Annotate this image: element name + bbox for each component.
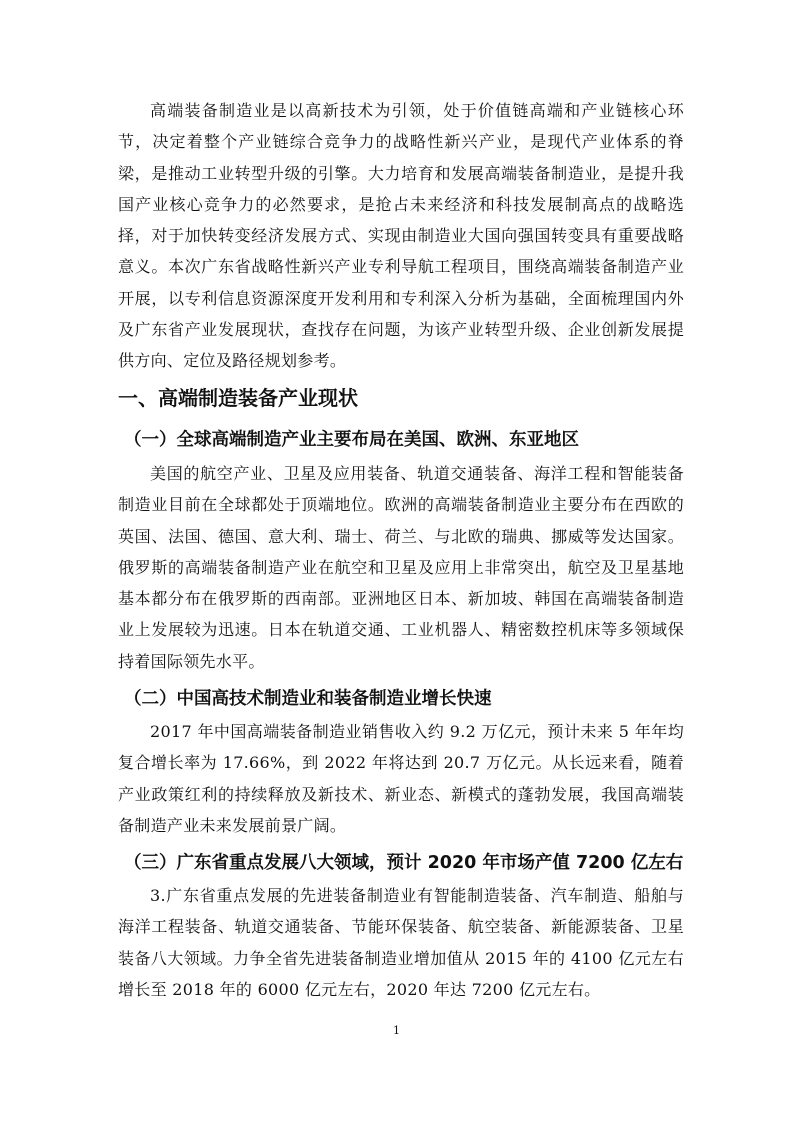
subsection-1-paragraph: 美国的航空产业、卫星及应用装备、轨道交通装备、海洋工程和智能装备制造业目前在全球都处于顶端地位。欧洲的高端装备制造业主要分布在西欧的英国、法国、德国、意大利、瑞士、荷兰、与北欧的瑞典、挪威等发达国家。俄罗斯的高端装备制造产业在航空和卫星及应用上非常突出，航空及卫星基地基本都分布在俄罗斯的西南部。亚洲地区日本、新加坡、韩国在高端装备制造业上发展较为迅速。日本在轨道交通、工业机器人、精密数控机床等多领域保持着国际领先水平。 — [118, 464, 684, 671]
subsection-2-title: （二）中国高技术制造业和装备制造业增长快速 — [124, 689, 492, 709]
page-number: 1 — [393, 1024, 400, 1037]
subsection-2-paragraph: 2017 年中国高端装备制造业销售收入约 9.2 万亿元，预计未来 5 年年均复合增长率为 17.66%，到 2022 年将达到 20.7 万亿元。从长远来看，随着产业政策红利的持续释放及新技术、新业态、新模式的蓬勃发展，我国高端装备制造产业未来发展前景广阔。 — [118, 722, 684, 835]
subsection-1-title: （一）全球高端制造产业主要布局在美国、欧洲、东亚地区 — [124, 430, 579, 450]
section-title: 一、高端制造装备产业现状 — [118, 386, 358, 410]
subsection-3-paragraph: 3.广东省重点发展的先进装备制造业有智能制造装备、汽车制造、船舶与海洋工程装备、轨道交通装备、节能环保装备、航空装备、新能源装备、卫星装备八大领域。力争全省先进装备制造业增加值从 2015 年的 4100 亿元左右增长至 2018 年的 6000 亿元左右，2020 年达 7200 亿元左右。 — [118, 886, 684, 999]
subsection-3-title: （三）广东省重点发展八大领域，预计 2020 年市场产值 7200 亿左右 — [124, 853, 684, 873]
intro-paragraph: 高端装备制造业是以高新技术为引领，处于价值链高端和产业链核心环节，决定着整个产业链综合竞争力的战略性新兴产业，是现代产业体系的脊梁，是推动工业转型升级的引擎。大力培育和发展高端装备制造业，是提升我国产业核心竞争力的必然要求，是抢占未来经济和科技发展制高点的战略选择，对于加快转变经济发展方式、实现由制造业大国向强国转变具有重要战略意义。本次广东省战略性新兴产业专利导航工程项目，围绕高端装备制造产业开展，以专利信息资源深度开发利用和专利深入分析为基础，全面梳理国内外及广东省产业发展现状，查找存在问题，为该产业转型升级、企业创新发展提供方向、定位及路径规划参考。 — [118, 101, 684, 371]
